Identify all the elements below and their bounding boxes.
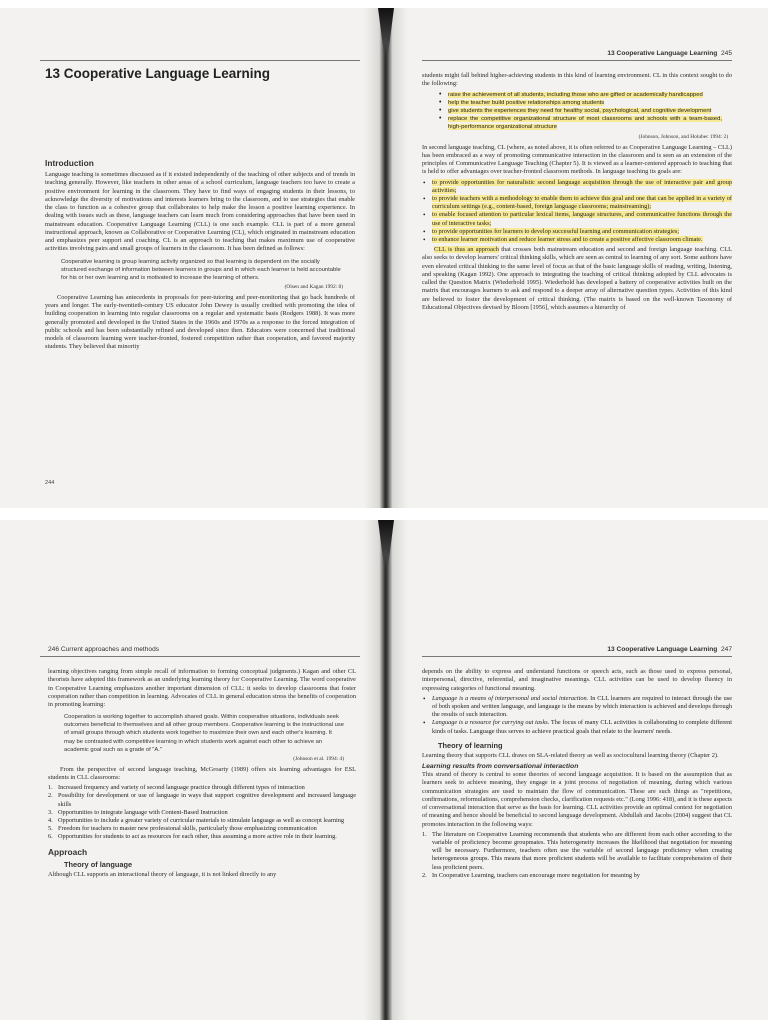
list-item: • replace the competitive organizational structure of most classrooms and schools with a team-based, high-performance organizational structure — [438, 115, 722, 131]
list-item: 1. Increased frequency and variety of second language practice through different types of interaction — [48, 784, 305, 792]
header-rule — [40, 656, 360, 657]
definition-quote: Cooperative learning is group learning activity organized so that learning is dependent on the socially structured exchange of information between learners in groups and in which each learner is held accountable for his or her own learning and is motivated to increase the learning of others. — [61, 258, 341, 281]
second-language-paragraph: In second language teaching, CL (where, as noted above, it is often referred to as Cooperative Language Learning – CLL) has been embraced as a way of promoting communicative interaction in the classroom and is seen as an extension of the principles of Communicative Language Teaching (Chapter 5). It is viewed as a learner-centered approach to teaching that is held to offer advantages over teacher-fronted classroom methods. In language teaching its goals are: — [422, 143, 732, 176]
framework-paragraph: learning objectives ranging from simple recall of information to forming conceptual judgments.) Kagan and other CL theorists have adopted this framework as an underlying learning theory for Cooperative Learning. The word cooperative in Cooperative Learning emphasizes another important dimension of CLL: it seeks to develop classrooms that foster cooperation rather than competition in learning. Advocates of CLL in general education stress the benefits of cooperation in promoting learning: — [48, 668, 356, 708]
book-gutter — [364, 520, 408, 1020]
header-rule — [422, 656, 732, 657]
introduction-paragraph: Language teaching is sometimes discussed as if it existed independently of the teaching of other subjects and of trends in teaching generally. However, like teachers in other areas of a school curriculum, language teachers too have to create a positive environment for learning in the classroom. They have to find ways of engaging students in their lessons, to acknowledge the diversity of motivations and interests learners bring to the classroom, and to use strategies that enable the class to function as a cohesive group that collaborates to help make the lesson a positive learning experience. In dealing with issues such as these, language teachers can learn much from considering approaches that have been used in mainstream education. Cooperative Language Learning (CLL) is one such example. CLL is part of a more general instructional approach, known as Collaborative or Cooperative Learning (CL), which originated in mainstream education and emphasizes peer support and coaching. CL is an approach to teaching that makes maximum use of cooperative activities involving pairs and small groups of learners in the classroom. It has been defined as follows: — [45, 171, 355, 253]
page-244 — [40, 8, 360, 508]
list-item: 3. Opportunities to integrate language with Content-Based Instruction — [48, 808, 228, 816]
page-246-body — [48, 668, 356, 879]
chapter-rule — [40, 60, 360, 61]
advantages-list — [48, 784, 356, 841]
page-247-body — [422, 668, 732, 882]
theory-of-language-heading: Theory of language — [64, 859, 133, 869]
page-245-body — [422, 72, 732, 312]
cooperation-citation: (Johnson et al. 1994: 4) — [293, 755, 344, 762]
learning-theory-paragraph: Learning theory that supports CLL draws on SLA-related theory as well as sociocultural learning theory (Chapter 2). — [422, 751, 719, 759]
introduction-heading: Introduction — [45, 158, 94, 168]
list-item: • Language is a resource for carrying out tasks. The focus of many CLL activities is collaborating to complete different kinds of tasks. Language thus serves to achieve practical goals that relate to the learners' needs. — [422, 719, 732, 735]
list-item: 4. Opportunities to include a greater variety of curricular materials to stimulate language as well as concept learning — [48, 817, 345, 825]
list-item: • raise the achievement of all students, including those who are gifted or academically handicapped — [438, 91, 722, 99]
conversational-interaction-heading: Learning results from conversational interaction — [422, 763, 579, 771]
list-item: 2. In Cooperative Learning, teachers can encourage more negotiation for meaning by — [422, 871, 640, 879]
gutter-shadow — [378, 8, 394, 58]
spread-244-245 — [0, 8, 768, 508]
page-244-body — [45, 158, 355, 352]
running-head-246: 246 Current approaches and methods — [48, 646, 160, 653]
list-item: • to provide teachers with a methodology to enable them to achieve this goal and one that can be applied in a variety of curriculum settings (e.g., content-based, foreign language classrooms; mainstreaming); — [422, 195, 732, 211]
list-item: • give students the experiences they need for healthy social, psychological, and cognitive development — [438, 107, 722, 115]
approach-heading: Approach — [48, 846, 88, 857]
header-rule — [422, 60, 732, 61]
lead-paragraph: students might fall behind higher-achieving students in this kind of learning environment. CL in this context sought to do the following: — [422, 72, 732, 88]
definition-citation: (Olsen and Kagan 1992: 8) — [284, 283, 343, 290]
cooperation-quote: Cooperation is working together to accomplish shared goals. Within cooperative situations, individuals seek outcomes beneficial to themselves and all other group members. Cooperative learning is the instructional use of small groups through which students work together to maximize their own and each other's learning. It may be contrasted with competitive learning in which students work against each other to achieve an academic goal such as a grade of "A." — [64, 714, 345, 753]
list-item: 6. Opportunities for students to act as resources for each other, thus assuming a more active role in their learning. — [48, 833, 337, 841]
critical-thinking-paragraph: CLL is thus an approach that crosses both mainstream education and second and foreign language teaching. CLL also seeks to develop learners' critical thinking skills, which are seen as central to learning of any sort. Some authors have even elevated critical thinking to the same level of focus as that of the basic language skills of reading, writing, listening, and speaking (Kagan 1992). One approach to integrating the teaching of critical thinking adopted by CLL advocates is called the Question Matrix (Wiederhold 1995). Wiederhold has developed a battery of cooperative activities built on the matrix that encourages learners to ask and respond to a deeper array of alternative question types. Activities of this kind are believed to foster the development of critical thinking. (The matrix is based on the well-known Taxonomy of Educational Objectives devised by Bloom [1956], which assumes a hierarchy of — [422, 246, 732, 311]
list-item: • help the teacher build positive relationships among students — [438, 99, 722, 107]
interaction-list — [422, 831, 732, 880]
cl-goals-list — [438, 91, 722, 132]
list-item: • to enable focused attention to particular lexical items, language structures, and communicative functions through the use of interactive tasks; — [422, 211, 732, 227]
advantages-lead: From the perspective of second language teaching, McGroarty (1989) offers six learning advantages for ESL students in CLL classrooms: — [48, 765, 356, 781]
spread-246-247 — [0, 520, 768, 1020]
page-246 — [40, 520, 360, 1020]
gutter-shadow — [378, 520, 394, 570]
list-item: • to provide opportunities for naturalistic second language acquisition through the use of interactive pair and group activities; — [422, 179, 732, 195]
language-views-list — [422, 695, 732, 736]
functions-paragraph: depends on the ability to express and understand functions or speech acts, such as those used to express personal, interpersonal, directive, referential, and imaginative meanings. CLL activities can be used to develop fluency in expressing categories of functional meaning. — [422, 668, 732, 692]
goals-citation: (Johnson, Johnson, and Holubec 1994: 2) — [638, 133, 728, 140]
page-245 — [422, 8, 732, 508]
list-item: • Language is a means of interpersonal and social interaction. In CLL learners are required to interact through the use of both spoken and written language, and language is the means by which interaction is achieved and develops through the results of such interaction. — [422, 695, 732, 720]
page-247 — [422, 520, 732, 1020]
list-item: • to enhance learner motivation and reduce learner stress and to create a positive affective classroom climate. — [422, 236, 732, 244]
history-paragraph: Cooperative Learning has antecedents in proposals for peer-tutoring and peer-monitoring that go back hundreds of years and longer. The early-twentieth-century US educator John Dewey is usually credited with promoting the idea of building cooperation in learning into regular classrooms on a regular and systematic basis (Rodgers 1988). It was more generally promoted and developed in the United States in the 1960s and 1970s as a response to the forced integration of public schools and has been substantially refined and developed since then. Educators were concerned that traditional models of classroom learning were teacher-fronted, fostered competition rather than cooperation, and favored majority students. They believed that minority — [45, 293, 355, 351]
list-item: 1. The literature on Cooperative Learning recommends that students who are different from each other according to the variable of proficiency become groupmates. This heterogeneity increases the likelihood that negotiation for meaning will be necessary. Furthermore, teachers often use the variable of second language proficiency when creating heterogeneous groups. This means that more proficient students will be available to facilitate comprehension of their less proficient peers. — [422, 830, 732, 871]
running-head-245: 13 Cooperative Language Learning 245 — [607, 50, 732, 57]
list-item: 2. Possibility for development or use of language in ways that support cognitive development and increased language skills — [48, 792, 356, 808]
chapter-title: 13 Cooperative Language Learning — [45, 66, 271, 81]
list-item: 5. Freedom for teachers to master new professional skills, particularly those emphasizing communication — [48, 825, 317, 833]
cll-aims-list — [422, 179, 732, 245]
interaction-paragraph: This strand of theory is central to some theories of second language acquisition. It is based on the assumption that as learners seek to achieve meaning, they engage in a joint process of negotiation of meaning, during which various communication strategies are used to maintain the flow of communication. These are such things as "repetitions, confirmations, reformulations, comprehension checks, clarification requests etc." (Long 1996: 418), and it is these aspects of conversational interaction that serve as the basis for learning. CLL activities provide an optimal context for negotiation of meaning and hence should be beneficial to second language development. Abdullah and Jacobs (2004) suggest that CL promotes interaction in the following ways: — [422, 771, 732, 828]
page-number-244: 244 — [45, 480, 55, 486]
list-item: • to provide opportunities for learners to develop successful learning and communication strategies; — [422, 228, 732, 236]
last-line: Although CLL supports an interactional theory of language, it is not linked directly to any — [48, 870, 277, 878]
theory-of-learning-heading: Theory of learning — [438, 740, 503, 750]
book-gutter — [364, 8, 408, 508]
running-head-247: 13 Cooperative Language Learning 247 — [607, 646, 732, 653]
